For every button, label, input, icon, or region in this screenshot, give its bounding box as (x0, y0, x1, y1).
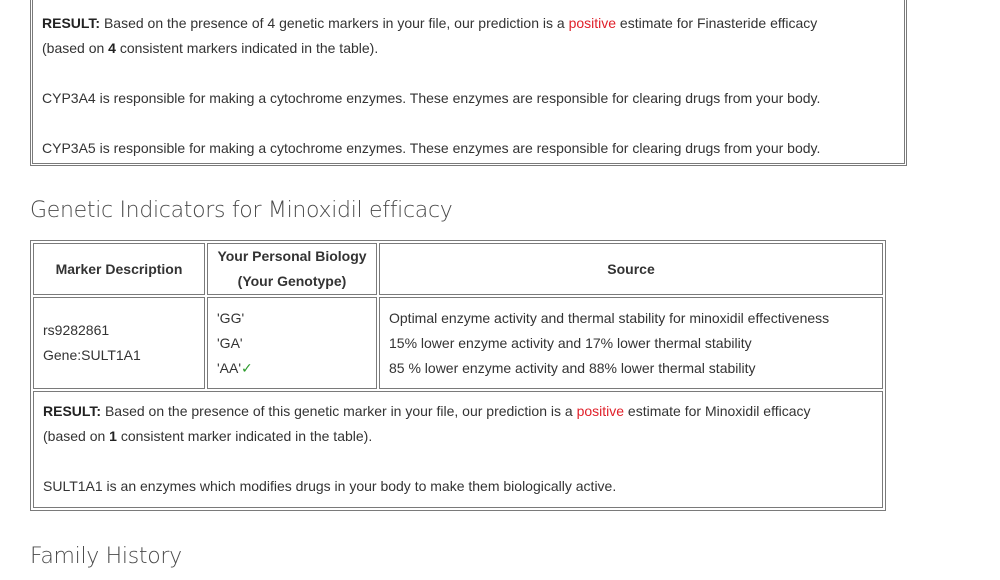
minoxidil-marker-table (30, 240, 886, 511)
table-header-row (33, 243, 883, 295)
genotype-aa: 'AA' (217, 359, 242, 376)
minoxidil-result-text: RESULT: Based on the presence of this genetic marker in your file, our prediction is a positive estimate for Minoxidil efficacy (based on 1 consistent marker indicated in the table). (43, 403, 811, 444)
positive-highlight: positive (568, 15, 617, 31)
table-row (33, 297, 883, 389)
marker-count: 1 (109, 428, 117, 444)
finasteride-result-box (30, 0, 907, 166)
genotype-cell (207, 297, 377, 389)
minoxidil-heading: Genetic Indicators for Minoxidil efficacy (30, 198, 453, 223)
checkmark-icon: ✓ (241, 359, 253, 376)
gene-label: Gene:SULT1A1 (43, 347, 141, 363)
column-header-source: Source (379, 243, 883, 295)
finasteride-result-text: RESULT: Based on the presence of 4 genetic markers in your file, our prediction is a positive estimate for Finasteride efficacy (based on 4 consistent markers indicated in the table). (42, 15, 818, 56)
marker-count: 4 (108, 40, 116, 56)
source-ga: 15% lower enzyme activity and 17% lower thermal stability (389, 334, 752, 351)
positive-highlight: positive (576, 403, 625, 419)
family-history-heading: Family History (30, 544, 182, 569)
genotype-ga: 'GA' (217, 334, 243, 351)
source-gg: Optimal enzyme activity and thermal stability for minoxidil effectiveness (389, 309, 830, 326)
result-row (33, 391, 883, 508)
minoxidil-result-cell (33, 391, 883, 508)
source-cell (379, 297, 883, 389)
sult1a1-note: SULT1A1 is an enzymes which modifies drugs in your body to make them biologically active. (43, 478, 617, 494)
source-aa: 85 % lower enzyme activity and 88% lower thermal stability (389, 359, 756, 376)
result-label: RESULT: (42, 15, 101, 31)
cyp3a4-note: CYP3A4 is responsible for making a cytochrome enzymes. These enzymes are responsible for clearing drugs from your body. (42, 90, 821, 106)
marker-description-cell (33, 297, 205, 389)
column-header-marker: Marker Description (33, 243, 205, 295)
cyp3a5-note: CYP3A5 is responsible for making a cytochrome enzymes. These enzymes are responsible for clearing drugs from your body. (42, 140, 821, 156)
result-label: RESULT: (43, 403, 102, 419)
column-header-biology: Your Personal Biology (Your Genotype) (207, 243, 377, 295)
genotype-gg: 'GG' (217, 309, 245, 326)
rsid: rs9282861 (43, 322, 110, 338)
